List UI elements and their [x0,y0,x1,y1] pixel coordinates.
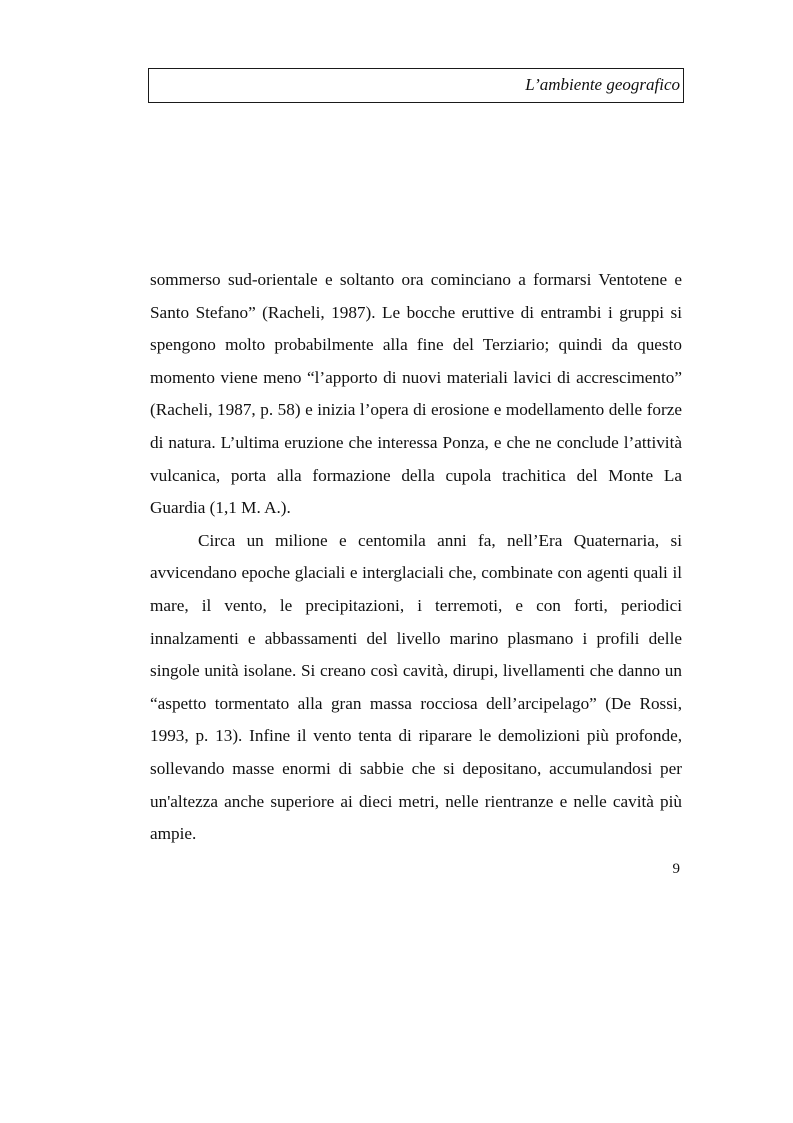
paragraph: Circa un milione e centomila anni fa, nell’Era Quaternaria, si avvicendano epoche glaciali e interglaciali che, combinate con agenti quali il mare, il vento, le precipitazioni, i terremoti, e con forti, periodici innalzamenti e abbassamenti del livello marino plasmano i profili delle singole unità isolane. Si creano così cavità, dirupi, livellamenti che danno un “aspetto tormentato alla gran massa rocciosa dell’arcipelago” (De Rossi, 1993, p. 13). Infine il vento tenta di riparare le demolizioni più profonde, sollevando masse enormi di sabbie che si depositano, accumulandosi per un'altezza anche superiore ai dieci metri, nelle rientranze e nelle cavità più ampie. [150,530,682,844]
chapter-title: L’ambiente geografico [525,75,680,94]
body-text [150,264,682,851]
paragraph-continued: sommerso sud-orientale e soltanto ora cominciano a formarsi Ventotene e Santo Stefano” (Racheli, 1987). Le bocche eruttive di entrambi i gruppi si spengono molto probabilmente alla fine del Terziario; quindi da questo momento viene meno “l’apporto di nuovi materiali lavici di accrescimento” (Racheli, 1987, p. 58) e inizia l’opera di erosione e modellamento delle forze di natura. L’ultima eruzione che interessa Ponza, e che ne conclude l’attività vulcanica, porta alla formazione della cupola trachitica del Monte La Guardia (1,1 M. A.). [150,270,682,518]
running-header [148,68,684,103]
page-number: 9 [672,861,680,877]
